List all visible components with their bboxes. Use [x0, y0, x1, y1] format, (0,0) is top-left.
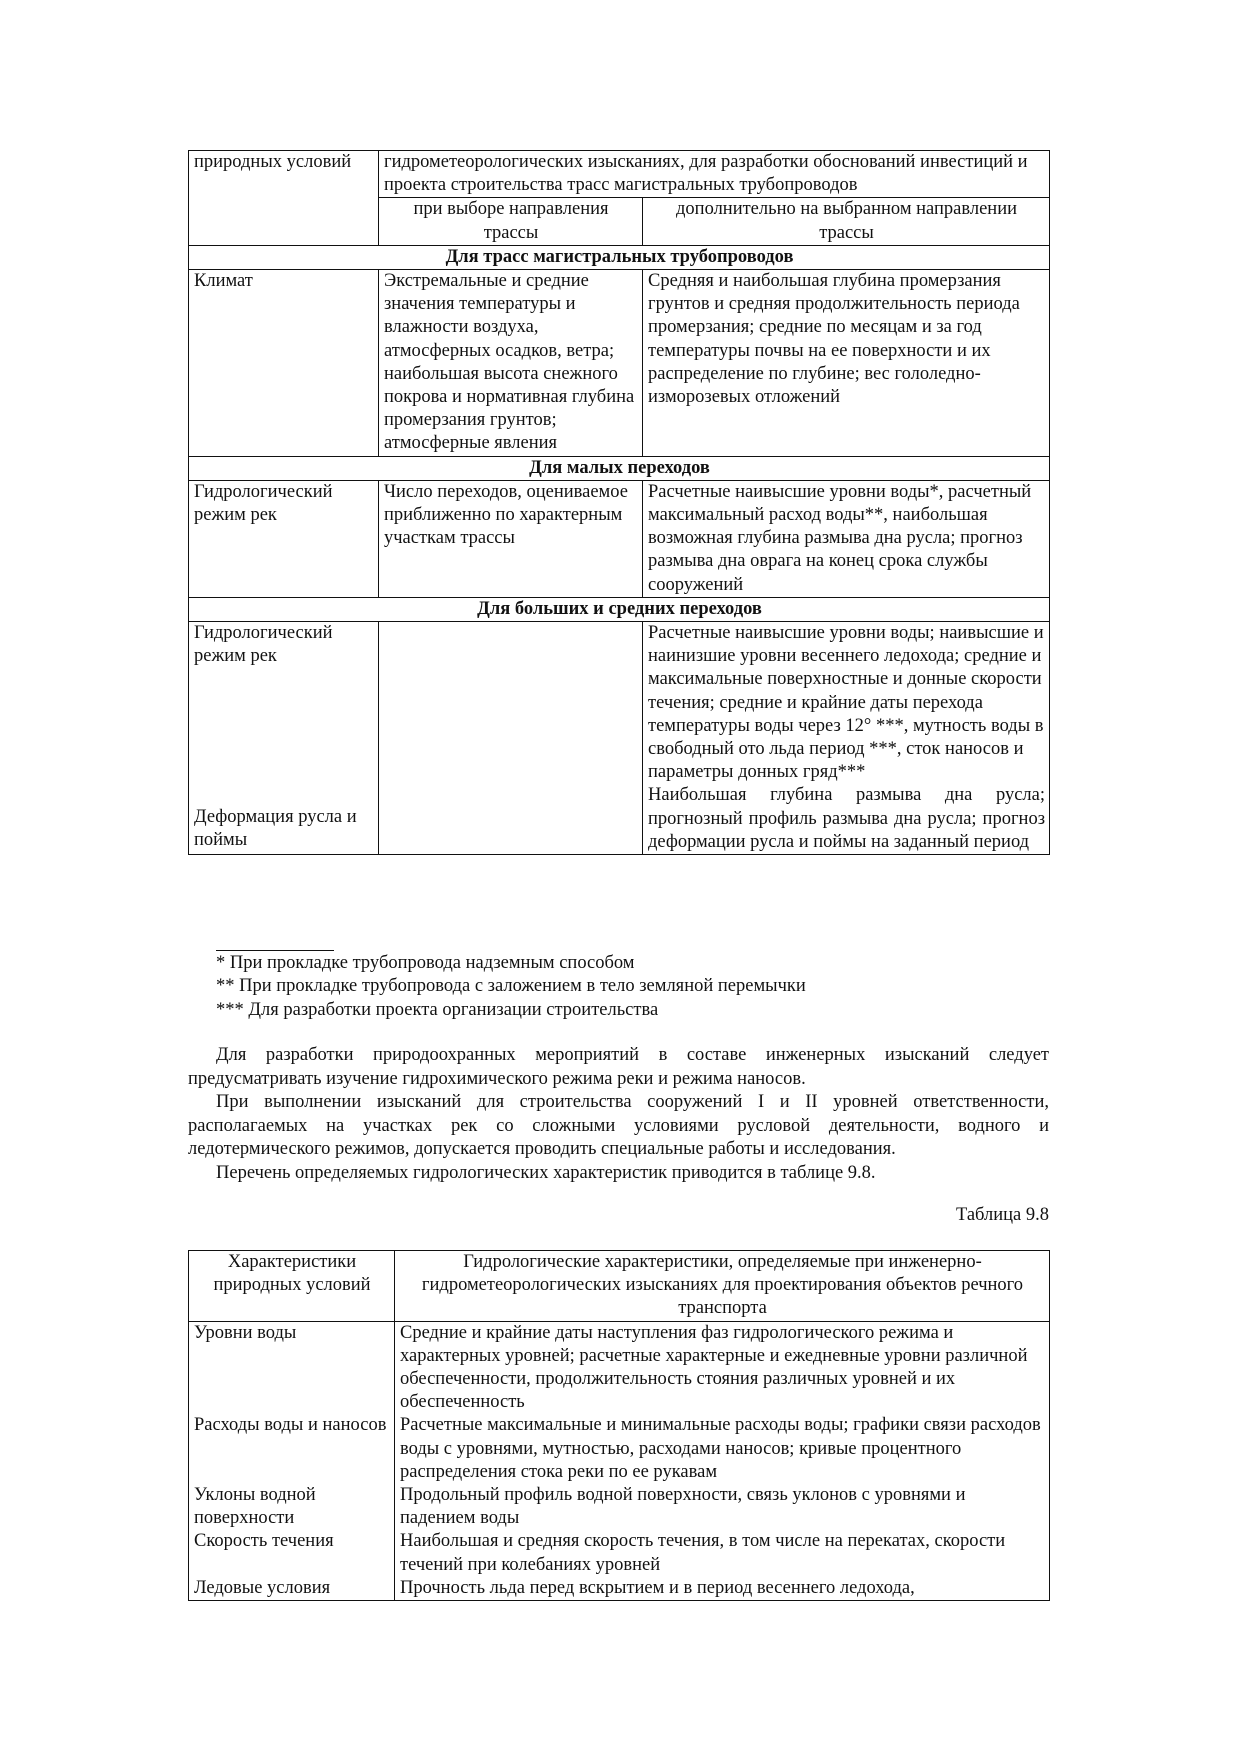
- section-row: [189, 245, 1050, 269]
- footnote: * При прокладке трубопровода надземным способом: [216, 953, 635, 973]
- table-cell: Средняя и наибольшая глубина промерзания грунтов и средняя продолжительность периода промерзания; средние по месяцам и за год температуры почвы на ее поверхности и их распределение по глубине; вес гололедно-изморозевых отложений: [643, 270, 1050, 457]
- table-cell: Экстремальные и средние значения температуры и влажности воздуха, атмосферных осадков, ветра; наибольшая высота снежного покрова и нормативная глубина промерзания грунтов; атмосферные явления: [379, 270, 643, 457]
- table-row: [189, 1321, 1050, 1414]
- table-cell: Продольный профиль водной поверхности, связь уклонов с уровнями и падением воды: [395, 1484, 1050, 1530]
- header-cell: Гидрологические характеристики, определяемые при инженерно-гидрометеорологических изысканиях для проектирования объектов речного транспорта: [395, 1251, 1050, 1322]
- table-row: [189, 151, 1050, 198]
- section-heading: Для малых переходов: [189, 456, 1050, 480]
- table-row: [189, 270, 1050, 457]
- section-heading: Для больших и средних переходов: [189, 597, 1050, 621]
- header-cell: Характеристики природных условий: [189, 1251, 395, 1322]
- table-cell: Средние и крайние даты наступления фаз гидрологического режима и характерных уровней; расчетные характерные и ежедневные уровни различной обеспеченности, продолжительность стояния различных уровней и их обеспеченность: [395, 1321, 1050, 1414]
- cell-block: Расчетные наивысшие уровни воды; наивысшие и наинизшие уровни весеннего ледохода; средние и максимальные поверхностные и донные скорости течения; средние и крайние даты перехода температуры воды через 12° ***, мутность воды в свободный ото льда период ***, сток наносов и параметры донных гряд***: [648, 623, 1044, 783]
- table-cell: [379, 622, 643, 855]
- table-row: [189, 622, 1050, 855]
- table-row: [189, 1251, 1050, 1322]
- header-cell: при выборе направления трассы: [379, 198, 643, 245]
- table-cell: Скорость течения: [189, 1530, 395, 1576]
- cell-block: Гидрологический режим рек: [194, 623, 333, 667]
- footnote: ** При прокладке трубопровода с заложением в тело земляной перемычки: [216, 976, 806, 997]
- table-pipeline-characteristics: [188, 150, 1050, 855]
- table-cell: Уклоны водной поверхности: [189, 1484, 395, 1530]
- table-cell: Расходы воды и наносов: [189, 1414, 395, 1484]
- table-cell: [643, 622, 1050, 855]
- table-row: [189, 1414, 1050, 1484]
- header-cell: гидрометеорологических изысканиях, для разработки обоснований инвестиций и проекта строительства трасс магистральных трубопроводов: [379, 151, 1050, 198]
- table-cell: Гидрологический режим рек: [189, 480, 379, 597]
- paragraph: Перечень определяемых гидрологических характеристик приводится в таблице 9.8.: [216, 1162, 876, 1183]
- table-cell: Расчетные наивысшие уровни воды*, расчетный максимальный расход воды**, наибольшая возможная глубина размыва дна русла; прогноз размыва дна оврага на конец срока службы сооружений: [643, 480, 1050, 597]
- section-heading: Для трасс магистральных трубопроводов: [189, 245, 1050, 269]
- table-cell: Расчетные максимальные и минимальные расходы воды; графики связи расходов воды с уровнями, мутностью, расходами наносов; кривые процентного распределения стока реки по ее рукавам: [395, 1414, 1050, 1484]
- section-row: [189, 597, 1050, 621]
- header-cell: дополнительно на выбранном направлении трассы: [643, 198, 1050, 245]
- footnote-separator: [216, 950, 334, 951]
- cell-block: Деформация русла и поймы: [194, 807, 357, 851]
- table-caption: Таблица 9.8: [956, 1205, 1049, 1225]
- table-row: [189, 1530, 1050, 1576]
- table-row: [189, 1577, 1050, 1601]
- table-cell: Ледовые условия: [189, 1577, 395, 1601]
- table-cell: Уровни воды: [189, 1321, 395, 1414]
- table-9-8: [188, 1250, 1050, 1601]
- footnotes: [216, 952, 806, 1022]
- body-text: [188, 1044, 1049, 1185]
- paragraph: Для разработки природоохранных мероприятий в составе инженерных изысканий следует предусматривать изучение гидрохимического режима реки и режима наносов.: [188, 1045, 1049, 1089]
- section-row: [189, 456, 1050, 480]
- table-cell: Наибольшая и средняя скорость течения, в том числе на перекатах, скорости течений при колебаниях уровней: [395, 1530, 1050, 1576]
- paragraph: При выполнении изысканий для строительства сооружений I и II уровней ответственности, располагаемых на участках рек со сложными условиями русловой деятельности, водного и ледотермического режимов, допускается проводить специальные работы и исследования.: [188, 1092, 1049, 1159]
- table-row: [189, 480, 1050, 597]
- table-row: [189, 1484, 1050, 1530]
- cell-block: Наибольшая глубина размыва дна русла; прогнозный профиль размыва дна русла; прогноз деформации русла и поймы на заданный период: [648, 785, 1046, 852]
- table-cell: [189, 622, 379, 855]
- header-cell: природных условий: [189, 151, 379, 246]
- table-cell: Число переходов, оцениваемое приближенно по характерным участкам трассы: [379, 480, 643, 597]
- footnote: *** Для разработки проекта организации строительства: [216, 999, 659, 1020]
- table-cell: Прочность льда перед вскрытием и в период весеннего ледохода,: [395, 1577, 1050, 1601]
- table-cell: Климат: [189, 270, 379, 457]
